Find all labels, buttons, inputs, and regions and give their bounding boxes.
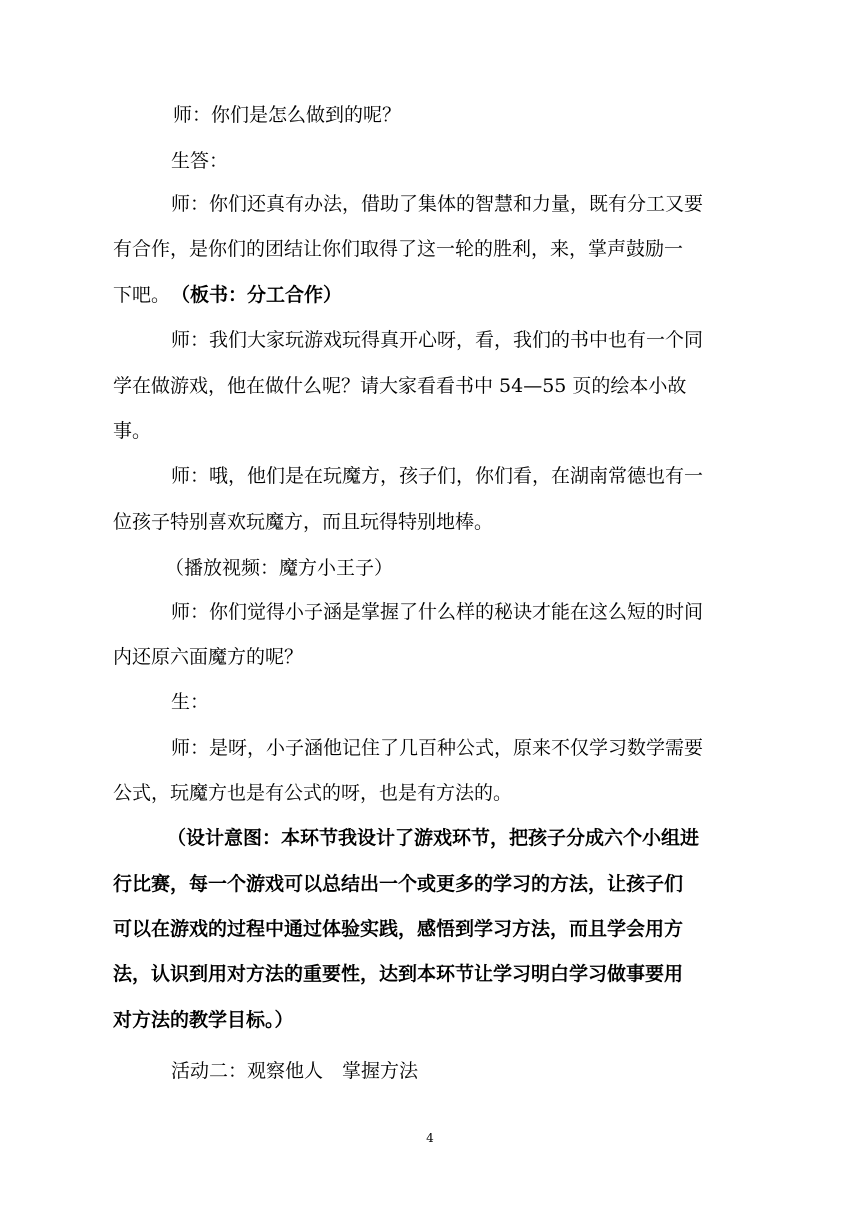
design-intent-line-4: 法，认识到用对方法的重要性，达到本环节让学习明白学习做事要用 bbox=[113, 963, 684, 985]
paragraph-line-5: 下吧。 bbox=[113, 284, 171, 306]
paragraph-line-12: 内还原六面魔方的呢？ bbox=[113, 646, 304, 668]
design-intent-line-2: 行比赛，每一个游戏可以总结出一个或更多的学习的方法，让孩子们 bbox=[113, 873, 684, 895]
paragraph-line-6: 师：我们大家玩游戏玩得真开心呀，看，我们的书中也有一个同 bbox=[171, 329, 704, 351]
paragraph-line-13: 生： bbox=[171, 691, 210, 713]
paragraph-line-9: 师：哦，他们是在玩魔方，孩子们，你们看，在湖南常德也有一 bbox=[171, 465, 704, 487]
paragraph-line-1: 师：你们是怎么做到的呢？ bbox=[173, 104, 402, 126]
paragraph-line-2: 生答： bbox=[171, 150, 229, 172]
design-intent-line-3: 可以在游戏的过程中通过体验实践，感悟到学习方法，而且学会用方 bbox=[113, 918, 684, 940]
paragraph-line-10: 位孩子特别喜欢玩魔方，而且玩得特别地棒。 bbox=[113, 511, 494, 533]
paragraph-line-7: 学在做游戏，他在做什么呢？请大家看看书中 54—55 页的绘本小故 bbox=[113, 375, 687, 397]
paragraph-line-14: 师：是呀，小子涵他记住了几百种公式，原来不仅学习数学需要 bbox=[171, 737, 704, 759]
design-intent-line-5: 对方法的教学目标。） bbox=[113, 1009, 294, 1031]
paragraph-line-3: 师：你们还真有办法，借助了集体的智慧和力量，既有分工又要 bbox=[171, 193, 704, 215]
paragraph-line-11: 师：你们觉得小子涵是掌握了什么样的秘诀才能在这么短的时间 bbox=[171, 601, 704, 623]
activity-heading: 活动二：观察他人 掌握方法 bbox=[171, 1060, 419, 1082]
board-note: （板书：分工合作） bbox=[171, 284, 343, 306]
page-number: 4 bbox=[426, 1131, 434, 1145]
design-intent-line-1: （设计意图：本环节我设计了游戏环节，把孩子分成六个小组进 bbox=[167, 827, 700, 849]
paragraph-line-15: 公式，玩魔方也是有公式的呀，也是有方法的。 bbox=[113, 782, 513, 804]
video-note: （播放视频：魔方小王子） bbox=[165, 557, 394, 579]
paragraph-line-8: 事。 bbox=[113, 420, 152, 442]
paragraph-line-4: 有合作，是你们的团结让你们取得了这一轮的胜利，来，掌声鼓励一 bbox=[113, 238, 684, 260]
